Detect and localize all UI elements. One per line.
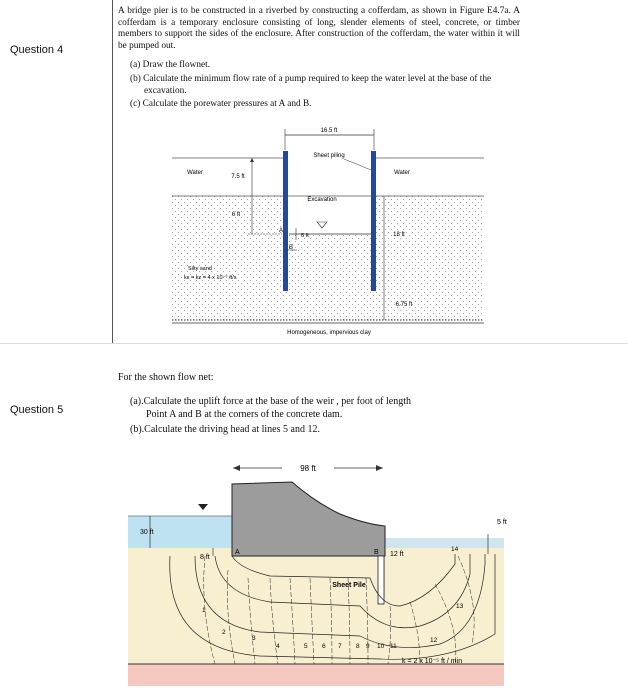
point-a-label: A [279,228,284,234]
question-4-intro: A bridge pier is to be constructed in a riverbed by constructing a cofferdam, as shown in Figure E4.7a. A cofferdam is a temporary enclosure consisting of long, slender elements of steel, concrete, or timber members to support the sides of the enclosure. After construction of the cofferdam, the water within it will be pumped out. [118,6,520,51]
dim-5-label: 5 ft [301,233,309,239]
sheet-pile-right [371,151,376,291]
downstream-water [385,538,504,548]
point-a-label-q5: A [235,549,240,556]
eq-number: 5 [304,643,308,650]
weir-flownet-figure [0,344,628,700]
question-5-label: Question 5 [10,404,64,416]
eq-number: 3 [252,635,256,642]
question-4-panel [0,0,628,344]
concrete-dam [232,482,385,556]
width-label: 16.5 ft [320,128,338,134]
question-4-label: Question 4 [10,44,64,56]
permeability-label-q5: k = 2 x 10⁻⁵ ft / min [402,658,463,665]
eq-number: 11 [390,643,397,650]
question-4-item-b: (b) Calculate the minimum flow rate of a pump required to keep the water level at the base of the excavation. [130,74,492,96]
eq-number: 9 [366,643,370,650]
eq-number: 7 [338,643,342,650]
dim-8-label: 8 ft [200,554,210,561]
dim-30-label: 30 ft [140,529,154,536]
question-5-item-b: (b).Calculate the driving head at lines 5 and 12. [130,424,320,435]
excavation-label: Excavation [307,197,337,203]
question-5-item-a-cont: Point A and B at the corners of the concrete dam. [146,409,343,420]
dim-7-5-label: 7.5 ft [231,174,245,180]
water-left-label: Water [187,170,203,176]
water-level-marker [198,504,208,510]
eq-number: 14 [451,546,459,553]
eq-number: 2 [222,629,226,636]
sheet-piling-label: Sheet piling [313,153,345,159]
dam-width-label: 98 ft [300,464,316,473]
dim-6-75-label: 6.75 ft [395,302,413,308]
permeability-label-q4: kx = kz = 4 x 10⁻⁵ ft/s [184,275,237,281]
question-4-item-c: (c) Calculate the porewater pressures at A and B. [130,99,312,109]
question-5-item-a: (a).Calculate the uplift force at the base of the weir , per foot of length [130,396,411,407]
eq-number: 4 [276,643,280,650]
eq-number: 12 [430,637,438,644]
dim-5-label-q5: 5 ft [497,519,507,526]
point-b-label-q5: B [374,549,379,556]
dim-6-label: 6 ft [231,212,241,218]
sheet-pile-label: Sheet Pile [332,582,366,589]
silty-sand-label: Silty sand [188,266,212,272]
sheet-pile-left [283,151,288,291]
eq-number: 6 [322,643,326,650]
sheet-pile [378,556,384,604]
eq-number: 1 [202,607,206,614]
dim-18-label: 18 ft [393,232,405,238]
question-4-item-a: (a) Draw the flownet. [130,60,211,70]
question-5-intro: For the shown flow net: [118,372,214,383]
clay-label: Homogeneous, impervious clay [287,330,371,336]
eq-number: 10 [377,643,385,650]
dim-12-label: 12 ft [390,551,404,558]
eq-number: 13 [456,603,464,610]
point-b-label: B [289,245,294,251]
cofferdam-figure [0,0,628,343]
impervious-base [128,664,504,686]
water-right-label: Water [394,170,410,176]
eq-number: 8 [356,643,360,650]
question-5-panel [0,344,628,700]
